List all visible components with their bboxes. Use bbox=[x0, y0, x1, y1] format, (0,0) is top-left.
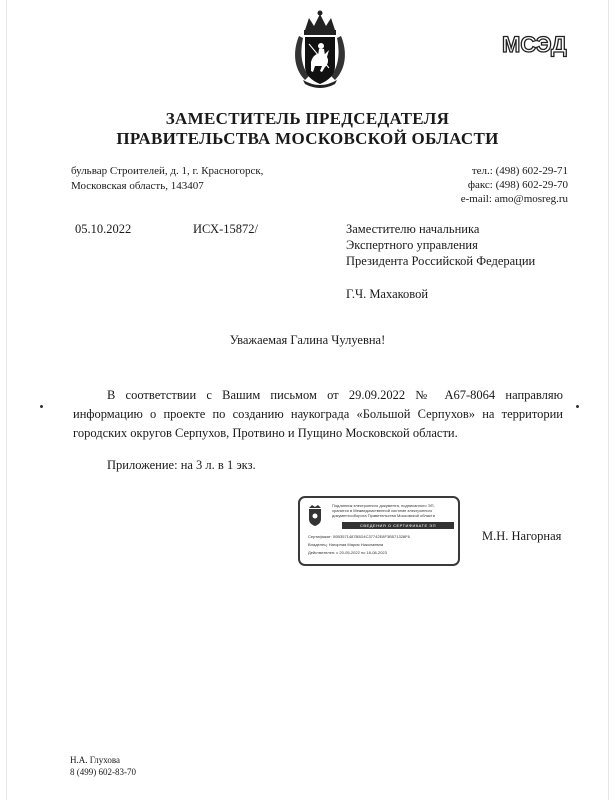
stamp-certificate: Сертификат: 00B3571487B5D4C37742E8F3B571328F6 bbox=[308, 534, 410, 539]
org-title-line1: ЗАМЕСТИТЕЛЬ ПРЕДСЕДАТЕЛЯ bbox=[165, 109, 450, 128]
scan-mark bbox=[576, 405, 579, 408]
org-title-line2: ПРАВИТЕЛЬСТВА МОСКОВСКОЙ ОБЛАСТИ bbox=[116, 129, 499, 148]
stamp-text-line1: Подлинник электронного документа, подписанного ЭП, bbox=[332, 503, 435, 508]
stamp-owner: Владелец: Нагорная Мария Николаевна bbox=[308, 542, 384, 547]
address-line2: Московская область, 143407 bbox=[71, 180, 204, 192]
stamp-cert-header: СВЕДЕНИЯ О СЕРТИФИКАТЕ ЭП bbox=[342, 522, 454, 529]
email-link[interactable]: e-mail: amo@mosreg.ru bbox=[460, 193, 568, 205]
fax: факс: (498) 602-29-70 bbox=[467, 179, 568, 191]
salutation: Уважаемая Галина Чулуевна! bbox=[229, 333, 386, 347]
stamp-text-line3: документооборота Правительства Московской области bbox=[332, 513, 435, 518]
scan-mark bbox=[40, 405, 43, 408]
phone: тел.: (498) 602-29-71 bbox=[471, 165, 568, 177]
stamp-validity: Действителен: с 20-05-2022 по 18-08-2023 bbox=[308, 550, 387, 555]
executor-name: Н.А. Глухова bbox=[70, 755, 121, 765]
address-line1: бульвар Строителей, д. 1, г. Красногорск, bbox=[71, 165, 264, 177]
document-date: 05.10.2022 bbox=[75, 222, 132, 236]
signer-name: М.Н. Нагорная bbox=[482, 529, 562, 543]
recipient-line2: Экспертного управления bbox=[346, 238, 478, 252]
letter-body: В соответствии с Вашим письмом от 29.09.2022 № А67-8064 направляю информацию о проекте по созданию наукограда «Большой Серпухов» на территории городских округов Серпухов, Протвино и Пущино Московской области. bbox=[73, 388, 563, 440]
stamp-emblem-icon bbox=[306, 504, 324, 526]
electronic-signature-stamp bbox=[298, 496, 460, 566]
recipient-line3: Президента Российской Федерации bbox=[346, 254, 536, 268]
document-number: ИСХ-15872/ bbox=[193, 222, 258, 236]
msed-stamp: МСЭД bbox=[502, 32, 567, 57]
recipient-name: Г.Ч. Махаковой bbox=[346, 287, 429, 301]
moscow-oblast-emblem-icon bbox=[291, 10, 349, 88]
stamp-text-line2: хранится в Межведомственной системе электронного bbox=[332, 508, 433, 513]
executor-phone: 8 (499) 602-83-70 bbox=[70, 767, 136, 777]
attachment-note: Приложение: на 3 л. в 1 экз. bbox=[107, 458, 256, 472]
recipient-line1: Заместителю начальника bbox=[346, 222, 480, 236]
